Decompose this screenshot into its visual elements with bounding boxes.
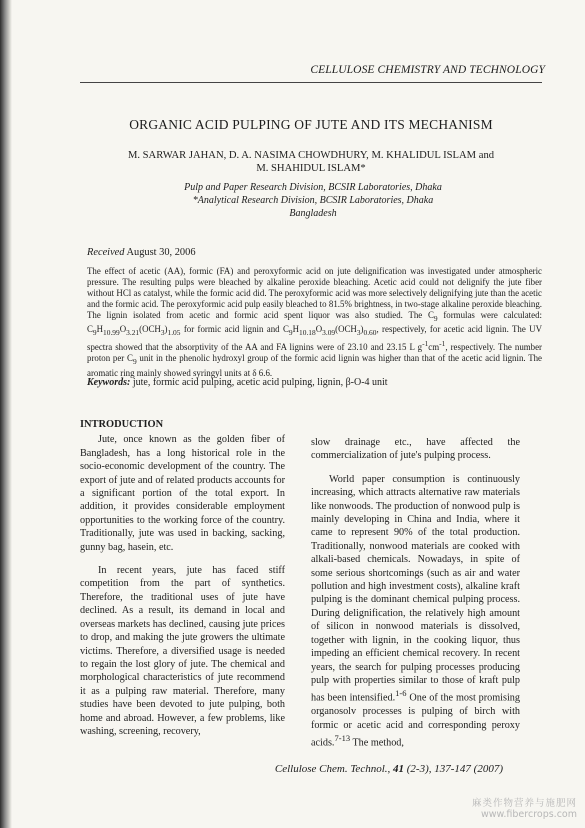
footer-pages: (2-3), 137-147 (2007) <box>404 763 503 775</box>
keywords <box>87 377 542 388</box>
subscript: 3 <box>356 328 361 338</box>
affiliations <box>130 181 496 220</box>
left-column <box>80 418 285 738</box>
abstract-text: O <box>315 324 323 335</box>
abstract-text: , respectively. The number proton per C <box>87 341 542 363</box>
paragraph-text: The method, <box>350 737 404 749</box>
abstract-text: , respectively, for acetic acid lignin. The UV spectra showed that the absorptivity of the AA and FA lignins were of 23.10 and 23.15 L g <box>87 324 542 352</box>
footer-journal: Cellulose Chem. Technol., <box>274 763 391 775</box>
paragraph: In recent years, jute has faced stiff competition from the part of synthetics. Therefore, the traditional uses of jute have declined. As a result, its demand in local and overseas markets has declined, causing jute prices to drop, and making the jute growers the ultimate victims. Therefore, a diversified usage is needed to regain the lost glory of jute. The chemical and morphological characteristics of jute recommend it as a pulping raw material. Therefore, many studies have been devoted to jute pulping, both home and abroad. However, a few problems, like washing, screening, recovery, <box>80 565 285 737</box>
paragraph-text: World paper consumption is continuously increasing, which attracts alternative raw materials like nonwoods. The production of nonwood pulp is mainly developing in China and India, where it came to represent 90% of the total production. Traditionally, nonwood materials are cooked with alkali-based chemicals. Nowadays, in spite of some serious shortcomings (such as air and water pollution and high investment costs), alkaline kraft pulping is the dominant chemical pulping process. During delignification, the relatively high amount of silicon in nonwood materials is dissolved, together with lignin, in the cooking liquor, thus impeding an efficient chemical recovery. In recent years, the search for pulping processes producing pulp with properties similar to those of kraft pulp has been intensified. <box>311 473 520 704</box>
paragraph <box>311 473 520 750</box>
abstract-text: unit in the phenolic hydroxyl group of the formic acid lignin was higher than that of the acetic acid lignin. The aromatic ring mainly showed syringyl units at δ 6.6. <box>87 352 542 378</box>
section-heading-introduction: INTRODUCTION <box>80 419 164 430</box>
subscript: 10.99 <box>103 328 120 338</box>
abstract-text: ) <box>164 324 168 335</box>
paper-title: ORGANIC ACID PULPING OF JUTE AND ITS MECHANISM <box>129 117 493 132</box>
abstract-text: (OCH <box>139 324 161 335</box>
abstract-text: for formic acid lignin and C <box>180 324 289 335</box>
abstract <box>87 266 542 378</box>
citation-superscript: 1-6 <box>395 688 407 699</box>
citation-superscript: 7-13 <box>334 732 351 743</box>
subscript: 9 <box>433 313 438 323</box>
subscript: 10.18 <box>299 328 316 338</box>
journal-name: CELLULOSE CHEMISTRY AND TECHNOLOGY <box>310 64 545 76</box>
authors-line-2: M. SHAHIDUL ISLAM* <box>256 163 366 174</box>
abstract-text: cm <box>428 341 440 352</box>
keywords-list: jute, formic acid pulping, acetic acid pulping, lignin, β-O-4 unit <box>130 377 388 388</box>
watermark-chinese: 麻类作物营养与施肥网 <box>471 798 577 809</box>
received-date-value: August 30, 2006 <box>124 247 196 258</box>
received-label: Received <box>87 247 125 258</box>
right-column <box>311 436 520 750</box>
subscript: 0.60 <box>363 328 377 338</box>
abstract-text: H <box>96 324 104 335</box>
paragraph: Jute, once known as the golden fiber of Bangladesh, has a long historical role in the socio-economic development of the country. The export of jute and of related products accounts for a significant portion of the total export. In addition, it provides considerable employment opportunities to the working force of the country. Traditionally, jute was used in backing, sacking, gunny bag, hasein, etc. <box>80 434 285 553</box>
abstract-text: (OCH <box>335 324 357 335</box>
abstract-text: formulas were calculated: C <box>87 309 542 335</box>
subscript: 3.21 <box>126 328 140 338</box>
watermark-url: www.fibercrops.com <box>480 809 577 820</box>
footer-volume: 41 <box>390 763 405 775</box>
abstract-text: H <box>292 324 300 335</box>
abstract-text: The effect of acetic (AA), formic (FA) and peroxyformic acid on jute delignification was investigated under atmospheric pressure. The resulting pulps were bleached by alkaline peroxide bleaching. Acetic acid could not delignify the jute fiber without HCl as catalyst, while the formic acid did. The peroxyformic acid was more selectively delignifying jute than the acetic and the formic acid. The peroxyformic acid pulp easily bleached to 81.5% brightness, in two-stage alkaline peroxide bleaching. The lignin isolated from acetic and formic acid spent liquor was also studied. The C <box>87 266 542 320</box>
page-binding-edge <box>0 0 12 828</box>
header-rule <box>80 82 542 83</box>
subscript: 9 <box>288 328 293 338</box>
subscript: 9 <box>132 356 137 366</box>
affiliation-1: Pulp and Paper Research Division, BCSIR Laboratories, Dhaka <box>184 182 442 193</box>
paragraph-text: One of the most promising organosolv processes is pulping of birch with formic or acetic acid and corresponding peroxy acids. <box>311 692 520 749</box>
abstract-text: ) <box>360 324 364 335</box>
paragraph: slow drainage etc., have affected the commercialization of jute's pulping process. <box>311 437 520 462</box>
keywords-label: Keywords: <box>87 377 131 388</box>
watermark <box>472 798 577 820</box>
subscript: 3 <box>160 328 165 338</box>
abstract-text: O <box>119 324 127 335</box>
author-list <box>108 149 514 175</box>
affiliation-2: *Analytical Research Division, BCSIR Laboratories, Dhaka <box>192 195 434 206</box>
subscript: 9 <box>92 328 97 338</box>
authors-line-1: M. SARWAR JAHAN, D. A. NASIMA CHOWDHURY, M. KHALIDUL ISLAM and <box>127 150 495 161</box>
subscript: 1.05 <box>167 328 181 338</box>
superscript: -1 <box>422 339 429 348</box>
superscript: -1 <box>439 339 446 348</box>
subscript: 3.09 <box>322 328 336 338</box>
page-footer-citation <box>275 763 503 775</box>
affiliation-3: Bangladesh <box>289 208 337 219</box>
received-date <box>87 247 196 258</box>
